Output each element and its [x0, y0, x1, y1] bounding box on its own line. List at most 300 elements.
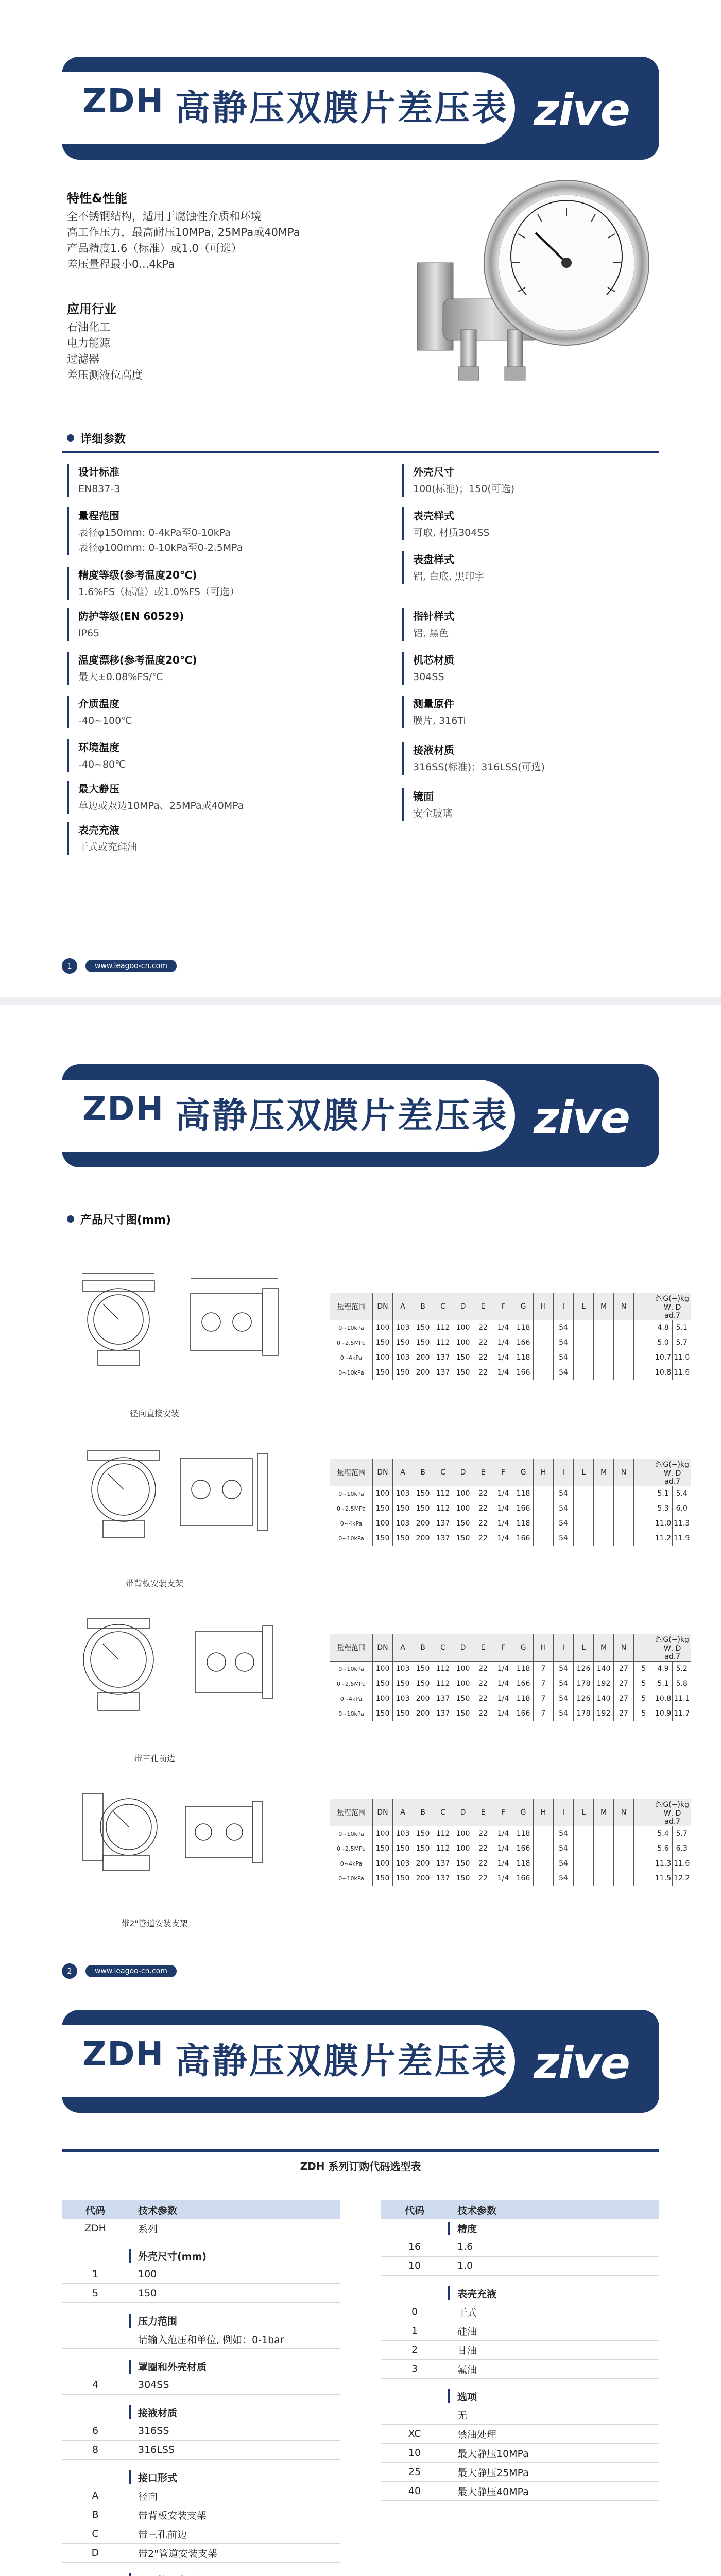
table-cell: 137: [433, 1691, 453, 1706]
table-header-cell: [634, 1634, 654, 1662]
table-cell: 112: [433, 1486, 453, 1501]
param-right-2: 表盘样式 铝, 白底, 黑印字: [402, 551, 681, 584]
table-cell: 0~10kPa: [330, 1531, 373, 1546]
table-cell: [594, 1841, 614, 1856]
table-cell: 22: [473, 1826, 493, 1841]
table-header-cell: D: [453, 1634, 473, 1662]
table-cell: [594, 1365, 614, 1380]
table-header-cell: DN: [373, 1799, 393, 1826]
table-cell: 1/4: [493, 1826, 513, 1841]
table-cell: 0~10kPa: [330, 1320, 373, 1335]
table-cell: 0~4kPa: [330, 1691, 373, 1706]
website-link[interactable]: www.leagoo-cn.com: [85, 960, 177, 972]
table-cell: 1/4: [493, 1350, 513, 1365]
model-code: ZDH: [82, 2036, 165, 2074]
table-cell: [574, 1826, 594, 1841]
table-cell: 1/4: [493, 1662, 513, 1676]
order-option-row: 16 1.6: [381, 2238, 659, 2257]
table-cell: [634, 1335, 654, 1350]
table-cell: 22: [473, 1365, 493, 1380]
table-row: [330, 1350, 691, 1365]
dimension-table-2: [330, 1459, 691, 1546]
order-table-header: 代码 技术参数: [381, 2200, 659, 2219]
table-cell: 150: [373, 1841, 393, 1856]
table-header-row: [330, 1799, 691, 1826]
param-right-3: 指针样式 铝, 黑色: [402, 608, 681, 641]
table-cell: 6.0: [673, 1501, 691, 1516]
table-cell: 12.2: [673, 1871, 691, 1886]
zive-logo: zive: [534, 84, 629, 136]
order-group-heading: 表壳充液: [381, 2284, 659, 2302]
table-cell: 22: [473, 1501, 493, 1516]
table-cell: 22: [473, 1841, 493, 1856]
table-cell: [614, 1826, 634, 1841]
features-list: 全不锈钢结构，适用于腐蚀性介质和环境 高工作压力，最高耐压10MPa, 25MPa或40MPa 产品精度1.6（标准）或1.0（可选） 差压量程最小0...4kPa: [67, 210, 300, 270]
table-cell: 11.9: [673, 1531, 691, 1546]
table-header-cell: A: [393, 1293, 413, 1320]
table-cell: 150: [373, 1706, 393, 1721]
table-cell: 5.6: [654, 1841, 673, 1856]
param-right-7: 镜面 安全玻璃: [402, 788, 681, 821]
table-cell: 150: [453, 1871, 473, 1886]
order-option-row: 40 最大静压40MPa: [381, 2482, 659, 2501]
table-header-cell: F: [493, 1293, 513, 1320]
table-cell: [594, 1486, 614, 1501]
table-cell: [574, 1516, 594, 1531]
page-1: [0, 0, 721, 997]
table-header-cell: G: [513, 1799, 534, 1826]
table-cell: [574, 1531, 594, 1546]
table-header-cell: B: [413, 1459, 433, 1486]
order-group-heading: 外壳尺寸(mm): [62, 2246, 340, 2265]
param-left-7: 最大静压 单边或双边10MPa、25MPa或40MPa: [67, 781, 346, 814]
table-cell: 100: [373, 1516, 393, 1531]
industry-heading: 应用行业: [67, 302, 116, 316]
table-cell: 150: [453, 1516, 473, 1531]
table-header-cell: H: [534, 1293, 554, 1320]
table-cell: 137: [433, 1516, 453, 1531]
table-cell: 54: [554, 1662, 574, 1676]
table-header-cell: L: [574, 1293, 594, 1320]
table-cell: 0~2.5MPa: [330, 1676, 373, 1691]
footer: [62, 1963, 177, 1979]
table-cell: [574, 1320, 594, 1335]
table-cell: 0~2.5MPa: [330, 1335, 373, 1350]
table-cell: 150: [393, 1871, 413, 1886]
table-cell: [594, 1531, 614, 1546]
order-group-heading: [62, 2571, 340, 2576]
table-header-cell: C: [433, 1799, 453, 1826]
table-cell: 100: [373, 1486, 393, 1501]
table-cell: 54: [554, 1516, 574, 1531]
dimension-heading: 产品尺寸图(mm): [67, 1211, 171, 1227]
table-cell: 27: [614, 1691, 634, 1706]
table-cell: 150: [373, 1365, 393, 1380]
table-cell: [594, 1335, 614, 1350]
order-option-row: 1 100: [62, 2265, 340, 2284]
table-cell: [594, 1350, 614, 1365]
table-header-cell: [634, 1459, 654, 1486]
table-cell: 27: [614, 1662, 634, 1676]
page-number: 1: [62, 958, 77, 974]
table-row: [330, 1365, 691, 1380]
table-cell: 137: [433, 1350, 453, 1365]
table-cell: 5.0: [654, 1335, 673, 1350]
table-cell: [534, 1841, 554, 1856]
table-cell: 200: [413, 1350, 433, 1365]
table-cell: 1/4: [493, 1486, 513, 1501]
table-cell: 118: [513, 1320, 534, 1335]
table-header-cell: F: [493, 1459, 513, 1486]
order-option-row: 10 1.0: [381, 2257, 659, 2276]
table-header-cell: H: [534, 1459, 554, 1486]
table-cell: 54: [554, 1320, 574, 1335]
table-cell: 54: [554, 1856, 574, 1871]
table-header-cell: C: [433, 1293, 453, 1320]
table-cell: 11.0: [673, 1350, 691, 1365]
param-left-5: 介质温度 -40~100℃: [67, 696, 346, 728]
table-cell: 0~2.5MPa: [330, 1841, 373, 1856]
table-cell: 103: [393, 1662, 413, 1676]
table-cell: 54: [554, 1335, 574, 1350]
table-cell: 27: [614, 1676, 634, 1691]
table-cell: 5.8: [673, 1676, 691, 1691]
industry-list: 石油化工 电力能源 过滤器 差压测液位高度: [67, 321, 143, 381]
table-row: [330, 1826, 691, 1841]
table-cell: [634, 1531, 654, 1546]
table-header-cell: D: [453, 1799, 473, 1826]
table-header-cell: 约G(−)kg W, D ad.7: [654, 1799, 691, 1826]
table-row: [330, 1335, 691, 1350]
table-cell: [614, 1531, 634, 1546]
table-header-cell: A: [393, 1459, 413, 1486]
table-cell: [634, 1856, 654, 1871]
model-code: ZDH: [82, 1090, 165, 1128]
table-cell: [594, 1516, 614, 1531]
page-2: [0, 1005, 721, 1999]
table-cell: 0~10kPa: [330, 1826, 373, 1841]
param-left-0: 设计标准 EN837-3: [67, 464, 346, 497]
table-header-cell: B: [413, 1634, 433, 1662]
order-group-heading: 精度: [381, 2219, 659, 2238]
table-cell: 140: [594, 1662, 614, 1676]
table-cell: [614, 1320, 634, 1335]
table-header-cell: M: [594, 1799, 614, 1826]
table-cell: 22: [473, 1676, 493, 1691]
order-option-row: 10 最大静压10MPa: [381, 2444, 659, 2463]
table-cell: 112: [433, 1826, 453, 1841]
table-cell: 126: [574, 1662, 594, 1676]
zive-logo: zive: [534, 2038, 629, 2089]
order-option-row: C 带三孔前边: [62, 2524, 340, 2544]
table-cell: 192: [594, 1676, 614, 1691]
table-cell: 5.1: [654, 1676, 673, 1691]
banner: [62, 2010, 659, 2113]
dimension-table-3: [330, 1634, 691, 1721]
table-cell: 100: [453, 1841, 473, 1856]
table-cell: [594, 1320, 614, 1335]
table-cell: [574, 1871, 594, 1886]
table-cell: 166: [513, 1841, 534, 1856]
dimension-table-1: [330, 1293, 691, 1380]
table-cell: 118: [513, 1691, 534, 1706]
order-option-row: 请输入范压和单位, 例如：0-1bar: [62, 2330, 340, 2349]
table-cell: 150: [393, 1335, 413, 1350]
table-header-cell: E: [473, 1799, 493, 1826]
table-cell: 5.1: [654, 1486, 673, 1501]
order-option-row: A 径向: [62, 2486, 340, 2505]
order-table-header: 代码 技术参数: [62, 2200, 340, 2219]
caption-3: 带三孔前边: [133, 1754, 175, 1764]
table-cell: 150: [453, 1531, 473, 1546]
table-cell: 150: [453, 1856, 473, 1871]
table-cell: 150: [453, 1365, 473, 1380]
table-cell: 100: [373, 1662, 393, 1676]
table-cell: 150: [393, 1676, 413, 1691]
table-cell: 54: [554, 1826, 574, 1841]
table-cell: [634, 1501, 654, 1516]
table-header-cell: B: [413, 1799, 433, 1826]
param-left-1: 量程范围 表径φ150mm: 0-4kPa至0-10kPa 表径φ100mm: 0-10kPa至0-2.5MPa: [67, 507, 346, 555]
table-row: [330, 1662, 691, 1676]
table-cell: 5.4: [654, 1826, 673, 1841]
table-cell: 150: [393, 1531, 413, 1546]
table-header-cell: 量程范围: [330, 1293, 373, 1320]
features-heading: 特性&性能: [67, 191, 127, 206]
param-right-4: 机芯材质 304SS: [402, 652, 681, 685]
param-right-5: 测量原件 膜片, 316Ti: [402, 696, 681, 728]
table-cell: 22: [473, 1516, 493, 1531]
table-cell: 11.6: [673, 1365, 691, 1380]
table-cell: 166: [513, 1501, 534, 1516]
table-cell: 150: [413, 1486, 433, 1501]
table-cell: 150: [453, 1350, 473, 1365]
table-cell: 150: [413, 1826, 433, 1841]
caption-4: 带2"管道安装支架: [121, 1919, 188, 1928]
table-cell: 150: [393, 1501, 413, 1516]
table-cell: 150: [413, 1335, 433, 1350]
table-cell: [594, 1856, 614, 1871]
table-cell: 1/4: [493, 1516, 513, 1531]
order-option-row: 无: [381, 2405, 659, 2425]
table-cell: 200: [413, 1365, 433, 1380]
table-cell: 112: [433, 1320, 453, 1335]
table-cell: [534, 1871, 554, 1886]
table-cell: 0~2.5MPa: [330, 1501, 373, 1516]
details-heading: 详细参数: [67, 430, 126, 446]
table-cell: 11.3: [673, 1516, 691, 1531]
caption-2: 带背板安装支架: [125, 1579, 183, 1588]
table-cell: 54: [554, 1706, 574, 1721]
table-header-cell: E: [473, 1293, 493, 1320]
table-cell: [634, 1516, 654, 1531]
table-cell: 118: [513, 1662, 534, 1676]
table-cell: 150: [393, 1841, 413, 1856]
table-cell: [574, 1486, 594, 1501]
table-cell: 166: [513, 1531, 534, 1546]
table-cell: 103: [393, 1486, 413, 1501]
table-cell: 100: [453, 1676, 473, 1691]
table-cell: 100: [373, 1856, 393, 1871]
table-cell: 200: [413, 1691, 433, 1706]
table-cell: 118: [513, 1486, 534, 1501]
table-cell: 100: [373, 1320, 393, 1335]
table-cell: 5: [634, 1676, 654, 1691]
table-cell: 150: [373, 1501, 393, 1516]
dimension-table-4: [330, 1799, 691, 1886]
table-cell: 27: [614, 1706, 634, 1721]
table-header-cell: E: [473, 1459, 493, 1486]
table-cell: 11.6: [673, 1856, 691, 1871]
table-header-cell: H: [534, 1634, 554, 1662]
table-cell: 137: [433, 1871, 453, 1886]
table-cell: 100: [453, 1501, 473, 1516]
table-header-cell: I: [554, 1634, 574, 1662]
table-cell: 5: [634, 1662, 654, 1676]
table-cell: 166: [513, 1676, 534, 1691]
table-header-cell: A: [393, 1634, 413, 1662]
table-cell: 7: [534, 1662, 554, 1676]
table-header-cell: I: [554, 1799, 574, 1826]
order-option-row: XC 禁油处理: [381, 2425, 659, 2444]
table-cell: 200: [413, 1516, 433, 1531]
table-cell: [534, 1365, 554, 1380]
table-cell: [614, 1856, 634, 1871]
table-cell: [634, 1871, 654, 1886]
order-option-row: 6 316SS: [62, 2421, 340, 2441]
table-cell: 103: [393, 1856, 413, 1871]
order-group-heading: 选项: [381, 2387, 659, 2405]
table-cell: 103: [393, 1516, 413, 1531]
table-header-cell: F: [493, 1634, 513, 1662]
footer: [62, 958, 177, 974]
table-cell: 166: [513, 1365, 534, 1380]
order-option-row: 1 硅油: [381, 2321, 659, 2341]
table-cell: [534, 1486, 554, 1501]
table-cell: 118: [513, 1826, 534, 1841]
table-cell: 103: [393, 1826, 413, 1841]
table-cell: 150: [413, 1662, 433, 1676]
table-cell: 22: [473, 1320, 493, 1335]
table-cell: 100: [453, 1486, 473, 1501]
table-cell: 0~10kPa: [330, 1706, 373, 1721]
table-cell: 140: [594, 1691, 614, 1706]
table-cell: 22: [473, 1856, 493, 1871]
table-cell: 137: [433, 1531, 453, 1546]
table-cell: 11.2: [654, 1531, 673, 1546]
table-cell: [534, 1320, 554, 1335]
table-header-cell: 约G(−)kg W, D ad.7: [654, 1634, 691, 1662]
website-link[interactable]: www.leagoo-cn.com: [85, 1965, 177, 1977]
table-cell: [594, 1871, 614, 1886]
table-header-cell: L: [574, 1799, 594, 1826]
table-cell: 5.4: [673, 1486, 691, 1501]
table-header-cell: C: [433, 1634, 453, 1662]
table-cell: 1/4: [493, 1501, 513, 1516]
banner: [62, 1064, 659, 1167]
table-header-cell: [634, 1293, 654, 1320]
table-cell: 22: [473, 1706, 493, 1721]
table-cell: 166: [513, 1871, 534, 1886]
table-header-cell: N: [614, 1634, 634, 1662]
table-header-cell: DN: [373, 1459, 393, 1486]
table-header-cell: C: [433, 1459, 453, 1486]
table-cell: 5: [634, 1691, 654, 1706]
page-number: 2: [62, 1963, 77, 1979]
table-cell: 4.8: [654, 1320, 673, 1335]
order-option-row: 3 氟油: [381, 2360, 659, 2379]
table-cell: 7: [534, 1676, 554, 1691]
table-cell: 22: [473, 1662, 493, 1676]
table-row: [330, 1486, 691, 1501]
page-title: 高静压双膜片差压表: [175, 1096, 509, 1137]
table-row: [330, 1676, 691, 1691]
table-cell: 22: [473, 1871, 493, 1886]
table-row: [330, 1501, 691, 1516]
table-cell: 178: [574, 1676, 594, 1691]
table-cell: 10.8: [654, 1691, 673, 1706]
param-right-6: 接液材质 316SS(标准)；316LSS(可选): [402, 742, 681, 775]
table-cell: 5.7: [673, 1335, 691, 1350]
table-cell: 0~10kPa: [330, 1871, 373, 1886]
table-cell: 54: [554, 1531, 574, 1546]
table-header-cell: I: [554, 1459, 574, 1486]
table-cell: [614, 1501, 634, 1516]
table-cell: [534, 1350, 554, 1365]
table-cell: 200: [413, 1706, 433, 1721]
table-cell: 200: [413, 1871, 433, 1886]
table-header-cell: D: [453, 1459, 473, 1486]
table-cell: 150: [413, 1676, 433, 1691]
table-cell: 5.3: [654, 1501, 673, 1516]
table-cell: [614, 1871, 634, 1886]
table-header-cell: 量程范围: [330, 1459, 373, 1486]
table-cell: 166: [513, 1706, 534, 1721]
table-cell: 126: [574, 1691, 594, 1706]
table-cell: 1/4: [493, 1320, 513, 1335]
table-cell: 103: [393, 1691, 413, 1706]
table-row: [330, 1706, 691, 1721]
table-cell: 11.1: [673, 1691, 691, 1706]
param-left-3: 防护等级(EN 60529) IP65: [67, 608, 346, 641]
table-cell: 150: [453, 1706, 473, 1721]
param-right-1: 表壳样式 可取, 材质304SS: [402, 507, 681, 540]
table-cell: 10.9: [654, 1706, 673, 1721]
table-cell: 5.1: [673, 1320, 691, 1335]
table-header-cell: L: [574, 1634, 594, 1662]
table-cell: 118: [513, 1350, 534, 1365]
table-cell: [634, 1350, 654, 1365]
order-table-right: [381, 2200, 659, 2501]
order-group-heading: 接液材质: [62, 2403, 340, 2421]
order-table-left: [62, 2200, 340, 2576]
table-cell: 150: [373, 1335, 393, 1350]
table-cell: 1/4: [493, 1706, 513, 1721]
table-cell: 54: [554, 1350, 574, 1365]
table-cell: [614, 1841, 634, 1856]
param-right-0: 外壳尺寸 100(标准)；150(可选): [402, 464, 681, 497]
param-left-8: 表壳充液 干式或充硅油: [67, 822, 346, 855]
table-cell: 7: [534, 1691, 554, 1706]
table-cell: 118: [513, 1856, 534, 1871]
table-header-cell: G: [513, 1634, 534, 1662]
table-cell: 1/4: [493, 1335, 513, 1350]
table-cell: [534, 1531, 554, 1546]
order-option-row: B 带背板安装支架: [62, 2505, 340, 2524]
table-cell: 6.3: [673, 1841, 691, 1856]
table-cell: [614, 1516, 634, 1531]
table-cell: 150: [413, 1841, 433, 1856]
